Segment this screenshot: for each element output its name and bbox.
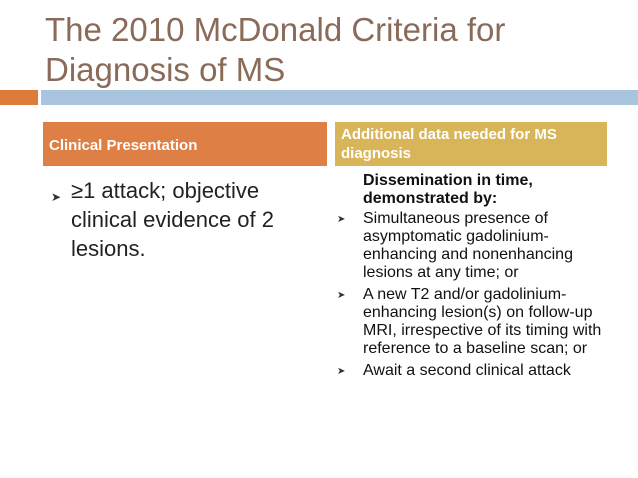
arrowhead-bullet-icon: ➤ (51, 190, 62, 204)
title-rule-accent (0, 90, 38, 105)
slide-title-line-2: Diagnosis of MS (45, 51, 286, 88)
list-item (337, 210, 607, 282)
clinical-presentation-header: Clinical Presentation (43, 122, 327, 166)
list-item-text: Simultaneous presence of asymptomatic gadolinium-enhancing and nonenhancing lesions at any time; or (363, 210, 573, 281)
arrowhead-bullet-icon: ➤ (337, 214, 346, 225)
title-rule-bar (41, 90, 638, 105)
list-item (337, 286, 607, 358)
arrowhead-bullet-icon: ➤ (337, 290, 346, 301)
list-item (337, 362, 607, 380)
additional-data-header: Additional data needed for MS diagnosis (335, 122, 607, 166)
slide-title-line-1: The 2010 McDonald Criteria for (45, 11, 506, 48)
clinical-presentation-list (45, 176, 325, 263)
list-item-text: ≥1 attack; objective clinical evidence of 2 lesions. (71, 178, 275, 261)
slide-title (45, 10, 625, 90)
list-item-text: A new T2 and/or gadolinium-enhancing lesion(s) on follow-up MRI, irrespective of its timing with reference to a baseline scan; or (363, 286, 602, 357)
additional-data-block (337, 172, 607, 384)
additional-data-list (337, 210, 607, 380)
dissemination-heading: Dissemination in time, demonstrated by: (363, 172, 533, 207)
arrowhead-bullet-icon: ➤ (337, 366, 346, 377)
list-item-text: Await a second clinical attack (363, 362, 571, 379)
list-item (45, 176, 325, 263)
